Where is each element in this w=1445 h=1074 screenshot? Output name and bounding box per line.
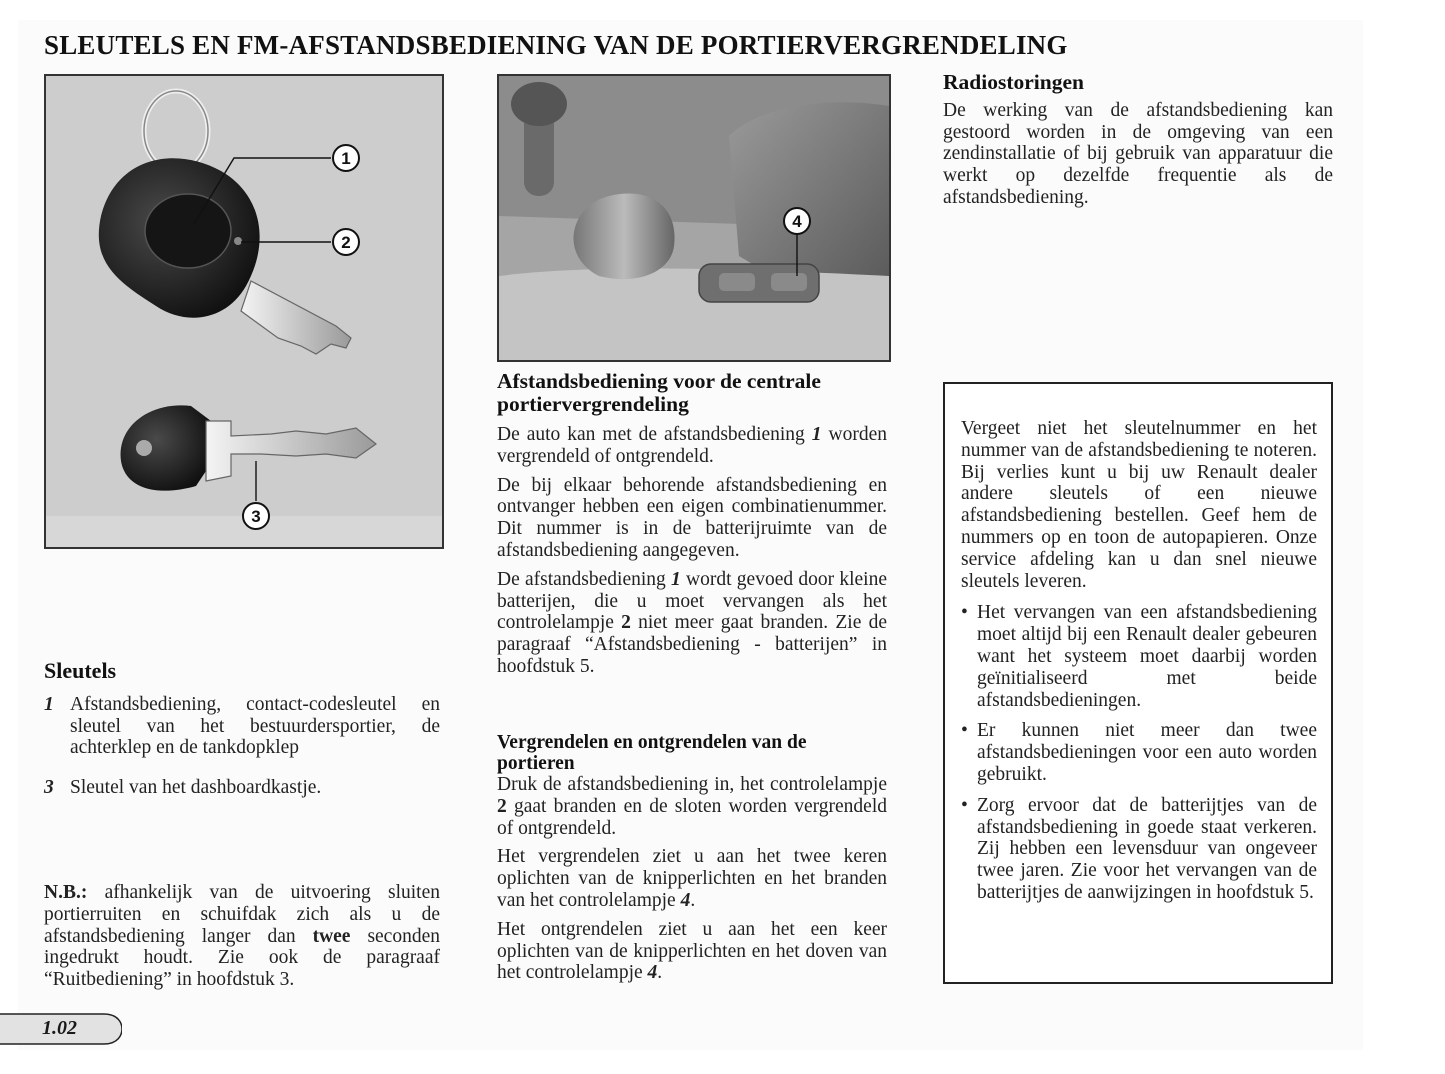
callout-1 (333, 145, 359, 171)
vergrendelen-heading: Vergrendelen en ontgrendelen van de portieren (497, 732, 807, 774)
list-item: 1 Afstandsbediening, contact-codesleutel en sleutel van het bestuurdersportier, de achterklep en de tankdopklep (44, 693, 440, 759)
paragraph: De auto kan met de afstandsbediening 1 worden vergrendeld of ontgrendeld. (497, 424, 888, 467)
paragraph: Het vergrendelen ziet u aan het twee keren oplichten van de knipperlichten en het branden van het controlelampje 4. (497, 846, 887, 911)
afstandsbediening-section (497, 370, 887, 685)
radiostoringen-section (943, 72, 1333, 216)
svg-text:2: 2 (341, 233, 351, 252)
list-item: 3 Sleutel van het dashboardkastje. (44, 777, 322, 799)
afstandsbediening-heading: Afstandsbediening voor de centrale portiervergrendeling (497, 369, 821, 416)
paragraph: Druk de afstandsbediening in, het controlelampje 2 gaat branden en de sloten worden vergrendeld of ontgrendeld. (497, 774, 887, 839)
paragraph: De afstandsbediening 1 wordt gevoed door kleine batterijen, die u moet vervangen als het controlelampje 2 niet meer gaat branden. Zie de paragraaf “Afstandsbediening - batterijen” in hoofdstuk 5. (497, 568, 887, 677)
svg-text:1: 1 (341, 149, 351, 168)
bullet-icon: • (961, 794, 968, 816)
paragraph: De werking van de afstandsbediening kan gestoord worden in de omgeving van een zendinstallatie of bij gebruik van apparatuur die werkt op dezelfde frequentie als de afstandsbediening. (943, 99, 1333, 208)
keys-illustration (46, 76, 442, 547)
bullet-icon: • (961, 602, 968, 624)
svg-text:4: 4 (792, 212, 802, 231)
vergrendelen-section (497, 732, 887, 991)
nb-label: N.B.: (44, 882, 88, 903)
console-illustration (499, 76, 889, 360)
figure-console (497, 74, 891, 362)
page-number-tab (0, 1013, 122, 1045)
radiostoringen-heading: Radiostoringen (943, 70, 1084, 94)
callout-3 (243, 503, 269, 529)
svg-text:3: 3 (251, 507, 261, 526)
sleutels-heading: Sleutels (44, 658, 117, 683)
list-item: • Het vervangen van een afstandsbediening moet altijd bij een Renault dealer gebeuren want het systeem moet daarbij worden geïnitialiseerd met beide afstandsbedieningen. (961, 602, 1317, 711)
sleutels-section (44, 660, 440, 811)
callout-4 (784, 208, 810, 234)
figure-keys (44, 74, 444, 549)
notebox-intro: Vergeet niet het sleutelnummer en het nummer van de afstandsbediening te noteren. Bij verlies kunt u bij uw Renault dealer andere sleutels of een nieuwe afstandsbediening bestellen. Geef hem de nummers op en toon de autopapieren. Onze service afdeling kan u dan snel nieuwe sleutels leveren. (961, 418, 1317, 592)
callout-2 (333, 229, 359, 255)
paragraph: De bij elkaar behorende afstandsbediening en ontvanger hebben een eigen combinatienummer. Dit nummer is in de batterijruimte van de afstandsbediening aangegeven. (497, 474, 887, 561)
warning-notebox (943, 382, 1333, 984)
list-item: • Zorg ervoor dat de batterijtjes van de afstandsbediening in goede staat verkeren. Zij hebben een levensduur van ongeveer twee jaren. Zie voor het vervangen van de batterijtjes de aanwijzingen in hoofdstuk 5. (961, 794, 1317, 903)
list-item: • Er kunnen niet meer dan twee afstandsbedieningen voor een auto worden gebruikt. (961, 720, 1317, 785)
page-title: SLEUTELS EN FM-AFSTANDSBEDIENING VAN DE PORTIERVERGRENDELING (44, 30, 1068, 60)
bullet-icon: • (961, 720, 968, 742)
page-number: 1.02 (42, 1017, 77, 1039)
nb-note: N.B.: afhankelijk van de uitvoering sluiten portierruiten en schuifdak zich als u de afstandsbediening langer dan twee seconden ingedrukt houdt. Zie ook de paragraaf “Ruitbediening” in hoofdstuk 3. (44, 882, 440, 991)
paragraph: Het ontgrendelen ziet u aan het een keer oplichten van de knipperlichten en het doven van het controlelampje 4. (497, 918, 887, 984)
